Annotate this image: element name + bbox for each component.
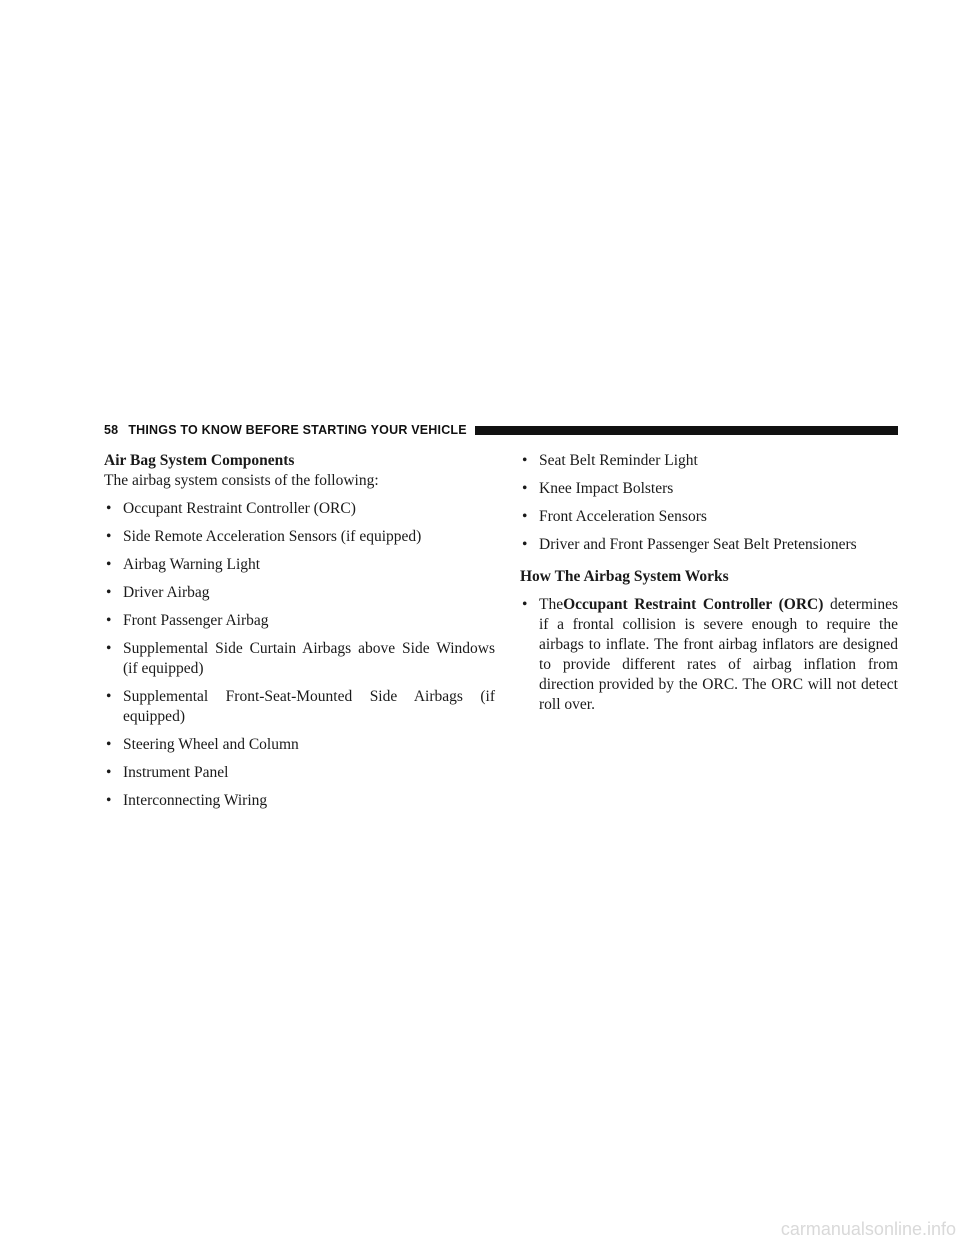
bullet-icon: • <box>522 480 528 497</box>
orc-term: Occupant Restraint Controller (ORC) <box>563 596 824 613</box>
list-item: • Side Remote Acceleration Sensors (if equipped) <box>106 528 422 545</box>
components-list-continued <box>520 451 898 555</box>
bullet-icon: • <box>106 584 112 601</box>
section-title: THINGS TO KNOW BEFORE STARTING YOUR VEHICLE <box>128 423 467 437</box>
bullet-icon: • <box>106 688 112 705</box>
list-item: • Supplemental Side Curtain Airbags above Side Windows (if equipped) <box>106 640 495 677</box>
list-item: • Instrument Panel <box>106 764 229 781</box>
bullet-icon: • <box>106 736 112 753</box>
page-header <box>104 420 898 440</box>
works-prefix: The <box>539 596 564 613</box>
bullet-icon: • <box>522 508 528 525</box>
components-list <box>104 499 495 811</box>
list-item: • Interconnecting Wiring <box>106 792 268 809</box>
bullet-icon: • <box>522 596 528 613</box>
list-item: • Seat Belt Reminder Light <box>522 452 698 469</box>
list-item: • Driver Airbag <box>106 584 210 601</box>
bullet-icon: • <box>522 536 528 553</box>
page-number: 58 <box>104 423 119 437</box>
watermark: carmanualsonline.info <box>780 1219 956 1239</box>
how-it-works-heading: How The Airbag System Works <box>520 568 729 585</box>
bullet-icon: • <box>106 640 112 657</box>
list-item <box>520 595 898 715</box>
list-item: • Driver and Front Passenger Seat Belt Pretensioners <box>522 536 857 553</box>
left-column <box>104 451 495 811</box>
list-item: • Knee Impact Bolsters <box>522 480 674 497</box>
list-item: • Steering Wheel and Column <box>106 736 299 753</box>
list-item: • Front Acceleration Sensors <box>522 508 707 525</box>
bullet-icon: • <box>106 556 112 573</box>
bullet-icon: • <box>106 792 112 809</box>
components-intro: The airbag system consists of the following: <box>104 472 379 489</box>
components-heading: Air Bag System Components <box>104 452 295 469</box>
list-item: • Front Passenger Airbag <box>106 612 269 629</box>
list-item: • Supplemental Front-Seat-Mounted Side Airbags (if equipped) <box>106 688 495 725</box>
works-text: determines if a frontal collision is severe enough to require the airbags to inflate. The front airbag inflators are designed to provide different rates of airbag inflation from direction provided by the ORC. The ORC will not detect roll over. <box>539 596 898 713</box>
list-item: • Occupant Restraint Controller (ORC) <box>106 500 356 517</box>
list-item: • Airbag Warning Light <box>106 556 261 573</box>
bullet-icon: • <box>106 500 112 517</box>
bullet-icon: • <box>106 612 112 629</box>
bullet-icon: • <box>106 528 112 545</box>
right-column <box>520 451 898 715</box>
header-rule <box>475 426 898 435</box>
how-it-works-list <box>520 595 898 715</box>
bullet-icon: • <box>106 764 112 781</box>
bullet-icon: • <box>522 452 528 469</box>
